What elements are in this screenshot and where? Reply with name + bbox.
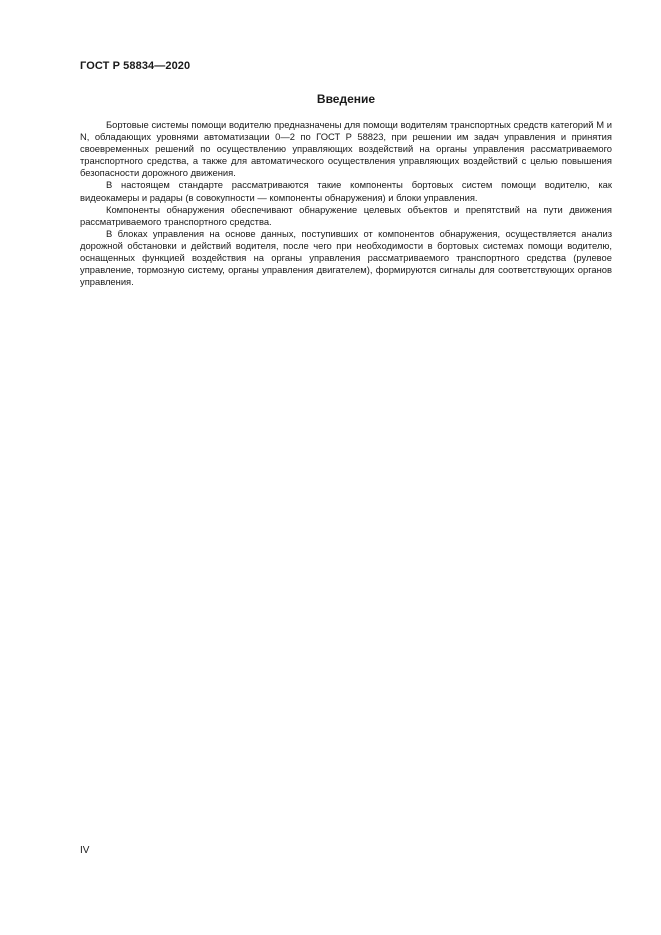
page-number: IV <box>80 845 90 856</box>
paragraph: Компоненты обнаружения обеспечивают обнаружение целевых объектов и препятствий на пути движения рассматриваемого транспортного средства. <box>80 203 612 227</box>
document-code: ГОСТ Р 58834—2020 <box>80 60 191 72</box>
section-title: Введение <box>316 92 376 106</box>
paragraph: В блоках управления на основе данных, поступивших от компонентов обнаружения, осуществляется анализ дорожной обстановки и действий водителя, после чего при необходимости в бортовых системах помощи водителю, оснащенных функцией воздействия на органы управления рассматриваемого транспортного средства (рулевое управление, тормозную систему, органы управления двигателем), формируются сигналы для соответствующих органов управления. <box>80 227 612 288</box>
paragraph: Бортовые системы помощи водителю предназначены для помощи водителям транспортных средств категорий М и N, обладающих уровнями автоматизации 0—2 по ГОСТ Р 58823, при решении им задач управления и принятия своевременных решений по осуществлению управляющих воздействий на органы управления рассматриваемого транспортного средства, а также для автоматического осуществления управляющих воздействий с целью повышения безопасности дорожного движения. <box>80 119 612 179</box>
section-body <box>80 119 612 288</box>
paragraph: В настоящем стандарте рассматриваются такие компоненты бортовых систем помощи водителю, как видеокамеры и радары (в совокупности — компоненты обнаружения) и блоки управления. <box>80 179 612 203</box>
